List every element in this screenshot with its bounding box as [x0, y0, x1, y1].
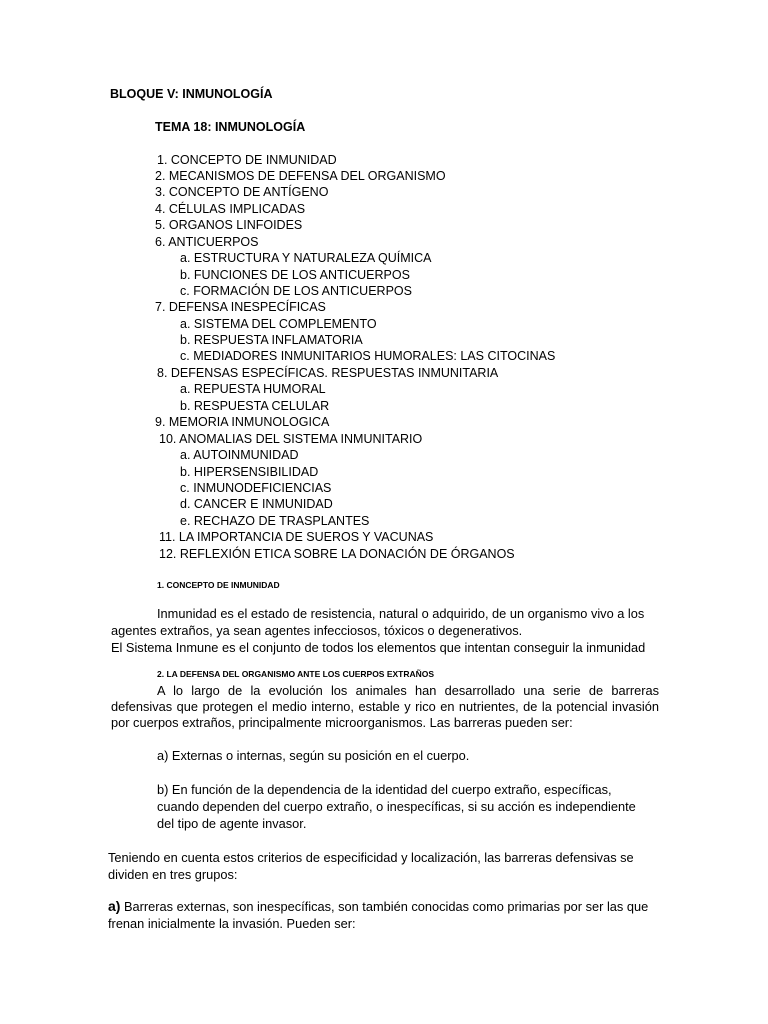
paragraph-line: del tipo de agente invasor.: [157, 816, 307, 831]
paragraph-line: Inmunidad es el estado de resistencia, natural o adquirido, de un organismo vivo a los: [157, 606, 645, 621]
toc-item: 3. CONCEPTO DE ANTÍGENO: [155, 185, 329, 199]
toc-subitem: c. MEDIADORES INMUNITARIOS HUMORALES: LAS CITOCINAS: [180, 349, 556, 363]
paragraph-line: a) Externas o internas, según su posición en el cuerpo.: [157, 748, 470, 763]
section-heading: 2. LA DEFENSA DEL ORGANISMO ANTE LOS CUERPOS EXTRAÑOS: [157, 669, 435, 679]
toc-subitem: a. ESTRUCTURA Y NATURALEZA QUÍMICA: [180, 251, 432, 265]
toc-subitem: c. INMUNODEFICIENCIAS: [180, 481, 332, 495]
toc-item: 4. CÉLULAS IMPLICADAS: [155, 202, 306, 216]
topic-title: TEMA 18: INMUNOLOGÍA: [155, 120, 306, 134]
toc-item: 8. DEFENSAS ESPECÍFICAS. RESPUESTAS INMUNITARIA: [157, 366, 499, 380]
paragraph-line: frenan inicialmente la invasión. Pueden ser:: [108, 916, 356, 931]
paragraph-line: agentes extraños, ya sean agentes infecciosos, tóxicos o degenerativos.: [111, 623, 523, 638]
toc-subitem: b. FUNCIONES DE LOS ANTICUERPOS: [180, 268, 410, 282]
paragraph-line: El Sistema Inmune es el conjunto de todos los elementos que intentan conseguir la inmunidad: [111, 640, 646, 655]
paragraph-line: Teniendo en cuenta estos criterios de especificidad y localización, las barreras defensivas se: [108, 850, 634, 865]
toc-item: 5. ORGANOS LINFOIDES: [155, 218, 303, 232]
paragraph-line: [108, 898, 648, 915]
toc-item: 2. MECANISMOS DE DEFENSA DEL ORGANISMO: [155, 169, 446, 183]
block-title: BLOQUE V: INMUNOLOGÍA: [110, 87, 273, 101]
paragraph-line: defensivas que protegen el medio interno, estable y rico en nutrientes, de la potencial invasión: [111, 699, 659, 714]
section-heading: 1. CONCEPTO DE INMUNIDAD: [157, 580, 280, 590]
toc-subitem: b. RESPUESTA CELULAR: [180, 399, 330, 413]
toc-subitem: b. RESPUESTA INFLAMATORIA: [180, 333, 363, 347]
paragraph-line: cuando dependen del cuerpo extraño, o inespecíficas, si su acción es independiente: [157, 799, 636, 814]
list-label: a): [108, 898, 121, 914]
toc-item: 7. DEFENSA INESPECÍFICAS: [155, 300, 326, 314]
toc-subitem: c. FORMACIÓN DE LOS ANTICUERPOS: [180, 284, 412, 298]
toc-item: 11. LA IMPORTANCIA DE SUEROS Y VACUNAS: [159, 530, 434, 544]
toc-item: 6. ANTICUERPOS: [155, 235, 259, 249]
toc-subitem: d. CANCER E INMUNIDAD: [180, 497, 333, 511]
toc-item: 10. ANOMALIAS DEL SISTEMA INMUNITARIO: [159, 432, 423, 446]
paragraph-text: Barreras externas, son inespecíficas, son también conocidas como primarias por ser las que: [120, 899, 649, 914]
toc-item: 1. CONCEPTO DE INMUNIDAD: [157, 153, 337, 167]
toc-subitem: e. RECHAZO DE TRASPLANTES: [180, 514, 370, 528]
toc-subitem: b. HIPERSENSIBILIDAD: [180, 465, 319, 479]
paragraph-line: A lo largo de la evolución los animales han desarrollado una serie de barreras: [157, 683, 659, 698]
paragraph-line: b) En función de la dependencia de la identidad del cuerpo extraño, específicas,: [157, 782, 612, 797]
toc-subitem: a. AUTOINMUNIDAD: [180, 448, 299, 462]
paragraph-line: dividen en tres grupos:: [108, 867, 238, 882]
toc-subitem: a. REPUESTA HUMORAL: [180, 382, 326, 396]
toc-subitem: a. SISTEMA DEL COMPLEMENTO: [180, 317, 377, 331]
paragraph-line: por cuerpos extraños, principalmente microorganismos. Las barreras pueden ser:: [111, 715, 573, 730]
toc-item: 9. MEMORIA INMUNOLOGICA: [155, 415, 330, 429]
toc-item: 12. REFLEXIÓN ETICA SOBRE LA DONACIÓN DE ÓRGANOS: [159, 547, 515, 561]
